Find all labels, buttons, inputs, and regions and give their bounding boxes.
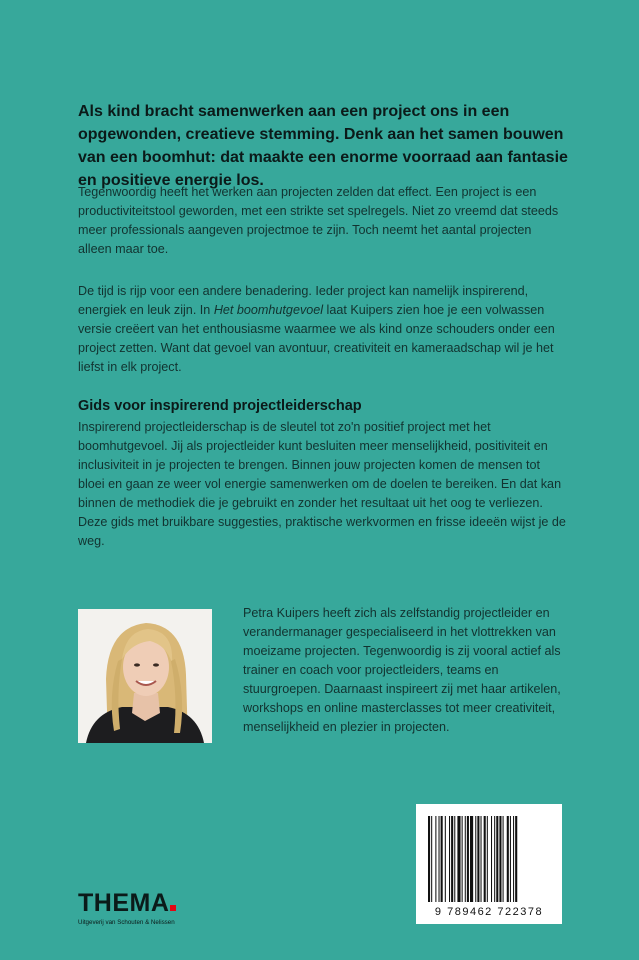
barcode-bar	[449, 816, 450, 902]
barcode-bar	[475, 816, 476, 902]
author-portrait-illustration	[78, 609, 212, 743]
barcode-bar	[467, 816, 469, 902]
paragraph-2	[78, 282, 568, 377]
paragraph-2-before: De tijd is rijp voor een andere benadering. Ieder project kan namelijk inspirerend, energiek en leuk zijn. In	[78, 284, 529, 317]
barcode-bar	[445, 816, 446, 902]
barcode-bar	[499, 816, 501, 902]
barcode-bar	[428, 816, 430, 902]
barcode-bar	[435, 816, 436, 902]
isbn-barcode	[416, 804, 562, 924]
section-heading: Gids voor inspirerend projectleiderschap	[78, 398, 362, 414]
barcode-bar	[441, 816, 443, 902]
barcode-bar	[481, 816, 482, 902]
barcode-bar	[477, 816, 479, 902]
barcode-bar	[465, 816, 466, 902]
publisher-logo	[78, 891, 176, 926]
isbn-number: 9 789462 722378	[434, 906, 544, 918]
barcode-bar	[515, 816, 517, 902]
author-photo	[78, 609, 212, 743]
publisher-name: THEMA	[78, 889, 170, 917]
paragraph-1: Tegenwoordig heeft het werken aan projecten zelden dat effect. Een project is een productiviteitstool geworden, met een strikte set spelregels. Niet zo vreemd dat steeds meer professionals aangeven projectmoe te zijn. Toch neemt het aantal projecten alleen maar toe.	[78, 185, 559, 256]
barcode-bar	[439, 816, 440, 902]
barcode-bar	[487, 816, 488, 902]
barcode-bar	[513, 816, 514, 902]
barcode-bar	[451, 816, 453, 902]
barcode-bar	[491, 816, 492, 902]
barcode-bar	[431, 816, 432, 902]
book-title: Het boomhutgevoel	[213, 303, 324, 317]
author-bio: Petra Kuipers heeft zich als zelfstandig projectleider en verandermanager gespecialiseerd in het vlottrekken van moeizame projecten. Tegenwoordig is zij vooral actief als trainer en coach voor projectleiders, teams en stuurgroepen. Daarnaast inspireert zij met haar artikelen, workshops en online masterclasses tot meer creativiteit, menselijkheid en plezier in projecten.	[243, 606, 561, 734]
barcode-bar	[484, 816, 486, 902]
logo-dot-icon	[170, 905, 176, 911]
barcode-bar	[496, 816, 498, 902]
barcode-bar	[457, 816, 460, 902]
barcode-bar	[470, 816, 473, 902]
paragraph-2-after: laat Kuipers zien hoe je een volwassen versie creëert van het enthousiasme waarmee we als kind onze schouders onder een project zetten. Want dat gevoel van avontuur, creativiteit en kameraadschap wil je het liefst in elk project.	[78, 303, 555, 374]
barcode-bar	[510, 816, 511, 902]
barcode-bar	[454, 816, 455, 902]
intro-text: Als kind bracht samenwerken aan een project ons in een opgewonden, creatieve stemming. Denk aan het samen bouwen van een boomhut: dat maakte een enorme voorraad aan fantasie en positieve energie los.	[78, 103, 568, 189]
barcode-bar	[462, 816, 463, 902]
barcode-bar	[503, 816, 504, 902]
paragraph-3: Inspirerend projectleiderschap is de sleutel tot zo'n positief project met het boomhutgevoel. Jij als projectleider kunt besluiten meer menselijkheid, positiviteit en inclusiviteit in je projecten te brengen. Binnen jouw projecten komen de mensen tot bloei en gaan ze weer vol energie samenwerken om de doelen te bereiken. En dat kan binnen de methodiek die je gebruikt en zonder het resultaat uit het oog te verliezen. Deze gids met bruikbare suggesties, praktische werkvormen en frisse ideeën wijst je de weg.	[78, 420, 566, 548]
publisher-subtitle: Uitgeverij van Schouten & Nelissen	[78, 919, 175, 926]
barcode-bar	[507, 816, 509, 902]
barcode-bar	[494, 816, 495, 902]
